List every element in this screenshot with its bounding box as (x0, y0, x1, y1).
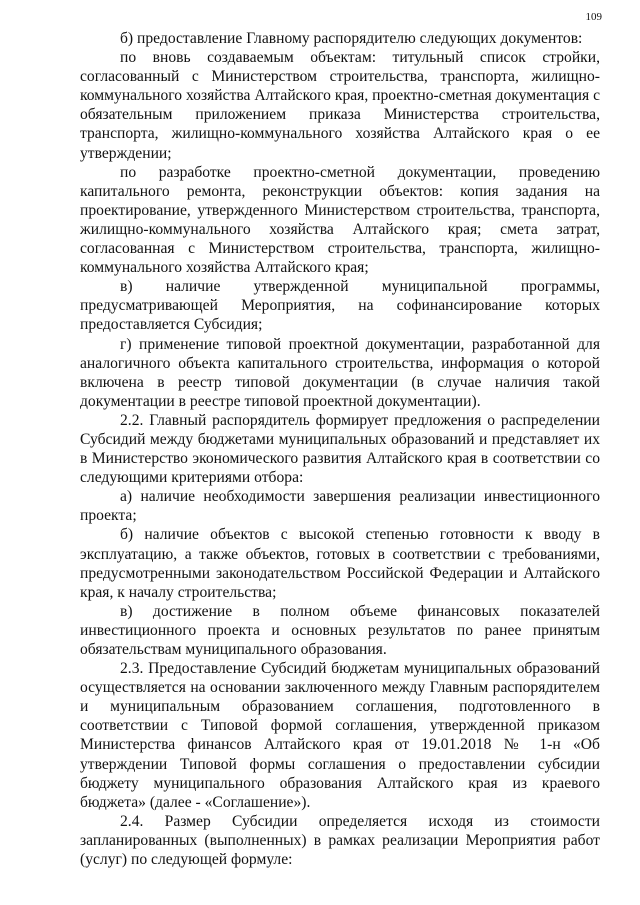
document-body (80, 29, 600, 869)
paragraph-g: г) применение типовой проектной документации, разработанной для аналогичного объекта капитального строительства, информация о которой включена в реестр типовой документации (в случае наличия такой документации в реестре типовой проектной документации). (80, 335, 600, 410)
paragraph-2-2: 2.2. Главный распорядитель формирует предложения о распределении Субсидий между бюджетами муниципальных образований и представляет их в Министерство экономического развития Алтайского края в соответствии со следующими критериями отбора: (80, 411, 600, 487)
paragraph-criterion-b: б) наличие объектов с высокой степенью готовности к вводу в эксплуатацию, а также объектов, готовых в соответствии с требованиями, предусмотренными законодательством Российской Федерации и Алтайского края, к началу строительства; (80, 526, 600, 601)
paragraph-new-objects: по вновь создаваемым объектам: титульный список стройки, согласованный с Министерством строительства, транспорта, жилищно-коммунального хозяйства Алтайского края, проектно-сметная документация с обязательным приложением приказа Министерства строительства, транспорта, жилищно-коммунального хозяйства Алтайского края о ее утверждении; (80, 49, 600, 162)
paragraph-criterion-v: в) достижение в полном объеме финансовых показателей инвестиционного проекта и основных результатов по ранее принятым обязательствам муниципального образования. (80, 602, 600, 658)
paragraph-design-estimates: по разработке проектно-сметной документации, проведению капитального ремонта, реконструкции объектов: копия задания на проектирование, утвержденного Министерством строительства, транспорта, жилищно-коммунального хозяйства Алтайского края; смета затрат, согласованная с Министерством строительства, транспорта, жилищно-коммунального хозяйства Алтайского края; (80, 163, 600, 277)
paragraph-b: б) предоставление Главному распорядителю следующих документов: (120, 30, 583, 47)
paragraph-2-4: 2.4. Размер Субсидии определяется исходя из стоимости запланированных (выполненных) в рамках реализации Мероприятия работ (услуг) по следующей формуле: (80, 812, 600, 869)
paragraph-v: в) наличие утвержденной муниципальной программы, предусматривающей Мероприятия, на софинансирование которых предоставляется Субсидия; (80, 278, 600, 334)
page-number: 109 (585, 11, 602, 23)
paragraph-2-3: 2.3. Предоставление Субсидий бюджетам муниципальных образований осуществляется на основании заключенного между Главным распорядителем и муниципальным образованием соглашения, подготовленного в соответствии с Типовой формой соглашения, утвержденной приказом Министерства финансов Алтайского края от 19.01.2018 № 1-н «Об утверждении Типовой формы соглашения о предоставлении субсидии бюджету муниципального образования Алтайского края из краевого бюджета» (далее - «Соглашение»). (80, 660, 600, 811)
paragraph-criterion-a: а) наличие необходимости завершения реализации инвестиционного проекта; (80, 488, 600, 525)
